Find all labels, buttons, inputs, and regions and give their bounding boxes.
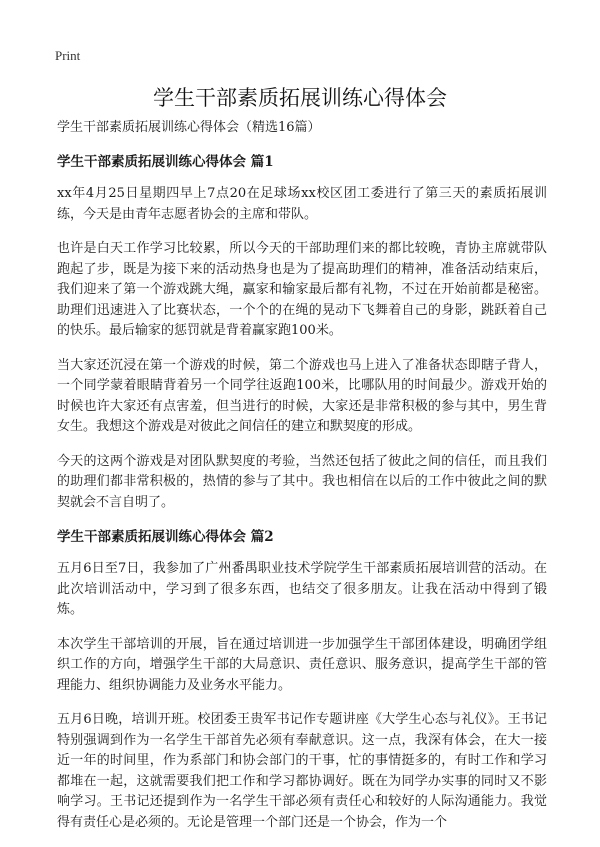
- page-title: 学生干部素质拓展训练心得体会: [153, 86, 447, 110]
- print-link[interactable]: Print: [55, 48, 81, 63]
- paragraph: 五月6日至7日，我参加了广州番禺职业技术学院学生干部素质拓展培训营的活动。在此次培训活动中，学习到了很多东西，也结交了很多朋友。让我在活动中得到了锻炼。: [57, 561, 547, 617]
- section-heading: 学生干部素质拓展训练心得体会 篇1: [57, 154, 274, 170]
- paragraph: xx年4月25日星期四早上7点20在足球场xx校区团工委进行了第三天的素质拓展训练，今天是由青年志愿者协会的主席和带队。: [57, 186, 547, 222]
- section-2: [57, 527, 547, 833]
- paragraph: 当大家还沉浸在第一个游戏的时候，第二个游戏也马上进入了准备状态即瞎子背人，一个同学蒙着眼睛背着另一个同学往返跑100米，比哪队用的时间最少。游戏开始的时候也许大家还有点害羞，但当进行的时候，大家还是非常积极的参与其中，男生背女生。我想这个游戏是对彼此之间信任的建立和默契度的形成。: [57, 357, 547, 434]
- paragraph: 今天的这两个游戏是对团队默契度的考验，当然还包括了彼此之间的信任，而且我们的助理们都非常积极的，热情的参与了其中。我也相信在以后的工作中彼此之间的默契就会不言自明了。: [57, 453, 547, 510]
- paragraph: 本次学生干部培训的开展，旨在通过培训进一步加强学生干部团体建设，明确团学组织工作的方向，增强学生干部的大局意识、责任意识、服务意识，提高学生干部的管理能力、组织协调能力及业务水平能力。: [57, 636, 547, 693]
- section-heading: 学生干部素质拓展训练心得体会 篇2: [57, 529, 274, 545]
- section-1: [57, 152, 547, 513]
- paragraph: 也许是白天工作学习比较累，所以今天的干部助理们来的都比较晚，青协主席就带队跑起了步，既是为接下来的活动热身也是为了提高助理们的精神，准备活动结束后，我们迎来了第一个游戏跳大绳，赢家和输家最后都有礼物，不过在开始前都是秘密。助理们迅速进入了比赛状态，一个个的在绳的晃动下飞舞着自己的身影，跳跃着自己的快乐。最后输家的惩罚就是背着赢家跑100米。: [57, 241, 547, 338]
- paragraph: 五月6日晚，培训开班。校团委王贵军书记作专题讲座《大学生心态与礼仪》。王书记特别强调到作为一名学生干部首先必须有奉献意识。这一点，我深有体会，在大一接近一年的时间里，作为系部门和协会部门的干事，忙的事情挺多的，有时工作和学习都堆在一起，这就需要我们把工作和学习都协调好。既在为同学办实事的同时又不影响学习。王书记还提到作为一名学生干部必须有责任心和较好的人际沟通能力。我觉得有责任心是必须的。无论是管理一个部门还是一个协会，作为一个: [57, 712, 547, 830]
- article-subtitle: 学生干部素质拓展训练心得体会（精选16篇）: [57, 120, 321, 135]
- article-body: [57, 118, 547, 847]
